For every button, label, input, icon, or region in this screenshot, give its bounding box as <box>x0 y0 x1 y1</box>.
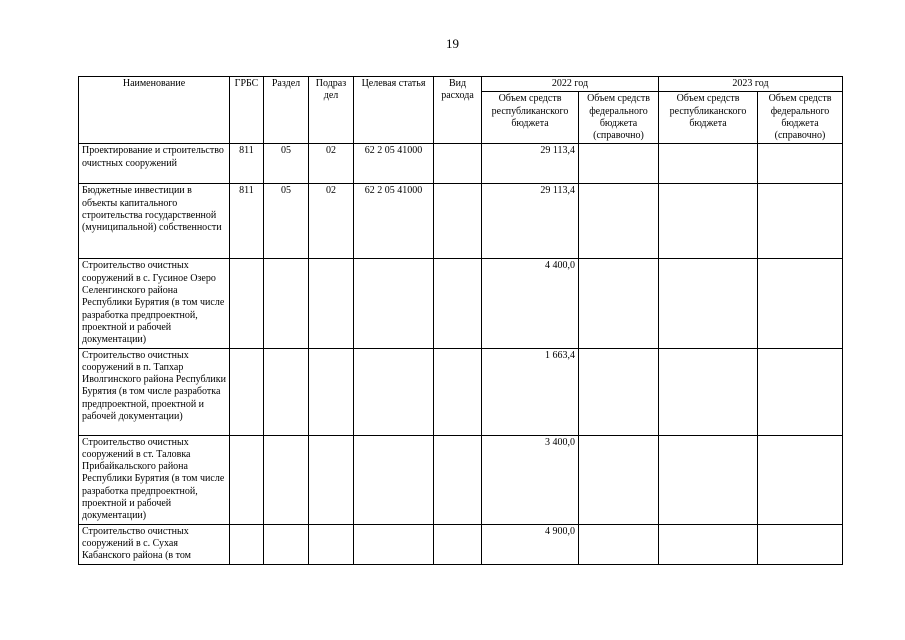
cell-razdel: 05 <box>264 144 309 184</box>
cell-vid <box>434 144 482 184</box>
cell-grbs: 811 <box>230 184 264 259</box>
cell-podrazdel <box>309 524 354 564</box>
cell-2023-fed <box>758 435 843 524</box>
header-celevaya: Целевая статья <box>354 77 434 144</box>
cell-celevaya <box>354 259 434 348</box>
cell-name: Проектирование и строительство очистных сооружений <box>79 144 230 184</box>
table-row <box>79 524 843 564</box>
cell-2022-fed <box>579 348 659 435</box>
cell-2023-resp <box>659 144 758 184</box>
header-razdel: Раздел <box>264 77 309 144</box>
header-year-2022: 2022 год <box>482 77 659 92</box>
cell-celevaya <box>354 348 434 435</box>
cell-2023-resp <box>659 348 758 435</box>
cell-razdel: 05 <box>264 184 309 259</box>
cell-2023-fed <box>758 184 843 259</box>
header-year-2023: 2023 год <box>659 77 843 92</box>
table-row <box>79 348 843 435</box>
cell-name: Строительство очистных сооружений в ст. Таловка Прибайкальского района Республики Бурятия (в том числе разработка предпроектной, проектной и рабочей документации) <box>79 435 230 524</box>
cell-2023-resp <box>659 184 758 259</box>
cell-2022-resp: 4 400,0 <box>482 259 579 348</box>
cell-grbs: 811 <box>230 144 264 184</box>
cell-razdel <box>264 348 309 435</box>
cell-razdel <box>264 524 309 564</box>
cell-celevaya: 62 2 05 41000 <box>354 144 434 184</box>
cell-2022-resp: 4 900,0 <box>482 524 579 564</box>
cell-2023-resp <box>659 524 758 564</box>
header-grbs: ГРБС <box>230 77 264 144</box>
page-number: 19 <box>446 36 459 51</box>
table-row <box>79 144 843 184</box>
cell-2022-fed <box>579 435 659 524</box>
cell-vid <box>434 435 482 524</box>
cell-podrazdel <box>309 259 354 348</box>
cell-razdel <box>264 259 309 348</box>
cell-name: Строительство очистных сооружений в п. Тапхар Иволгинского района Республики Бурятия (в том числе разработка предпроектной, проектной и рабочей документации) <box>79 348 230 435</box>
cell-podrazdel <box>309 435 354 524</box>
cell-2023-resp <box>659 435 758 524</box>
cell-grbs <box>230 348 264 435</box>
cell-2022-resp: 3 400,0 <box>482 435 579 524</box>
cell-2023-fed <box>758 144 843 184</box>
table-row <box>79 259 843 348</box>
cell-grbs <box>230 259 264 348</box>
cell-celevaya <box>354 435 434 524</box>
cell-2023-resp <box>659 259 758 348</box>
cell-vid <box>434 184 482 259</box>
cell-2022-fed <box>579 184 659 259</box>
cell-2022-fed <box>579 524 659 564</box>
header-2022-resp: Объем средств республиканского бюджета <box>482 92 579 144</box>
cell-grbs <box>230 435 264 524</box>
header-row-1 <box>79 77 843 92</box>
cell-2023-fed <box>758 524 843 564</box>
cell-celevaya: 62 2 05 41000 <box>354 184 434 259</box>
header-vid: Вид расхода <box>434 77 482 144</box>
cell-2022-fed <box>579 144 659 184</box>
cell-name: Бюджетные инвестиции в объекты капитального строительства государственной (муниципальной) собственности <box>79 184 230 259</box>
cell-grbs <box>230 524 264 564</box>
header-2023-resp: Объем средств республиканского бюджета <box>659 92 758 144</box>
header-name: Наименование <box>79 77 230 144</box>
cell-vid <box>434 524 482 564</box>
table-row <box>79 184 843 259</box>
cell-2022-resp: 29 113,4 <box>482 184 579 259</box>
cell-celevaya <box>354 524 434 564</box>
cell-2022-fed <box>579 259 659 348</box>
cell-2022-resp: 29 113,4 <box>482 144 579 184</box>
cell-2023-fed <box>758 348 843 435</box>
cell-2022-resp: 1 663,4 <box>482 348 579 435</box>
header-2022-fed: Объем средств федерального бюджета (справочно) <box>579 92 659 144</box>
cell-vid <box>434 348 482 435</box>
cell-podrazdel <box>309 348 354 435</box>
cell-vid <box>434 259 482 348</box>
cell-name: Строительство очистных сооружений в с. Сухая Кабанского района (в том <box>79 524 230 564</box>
header-podrazdel: Подраз дел <box>309 77 354 144</box>
cell-name: Строительство очистных сооружений в с. Гусиное Озеро Селенгинского района Республики Бурятия (в том числе разработка предпроектной, проектной и рабочей документации) <box>79 259 230 348</box>
cell-razdel <box>264 435 309 524</box>
cell-podrazdel: 02 <box>309 144 354 184</box>
table-row <box>79 435 843 524</box>
cell-podrazdel: 02 <box>309 184 354 259</box>
header-2023-fed: Объем средств федерального бюджета (справочно) <box>758 92 843 144</box>
budget-table <box>78 76 843 565</box>
cell-2023-fed <box>758 259 843 348</box>
